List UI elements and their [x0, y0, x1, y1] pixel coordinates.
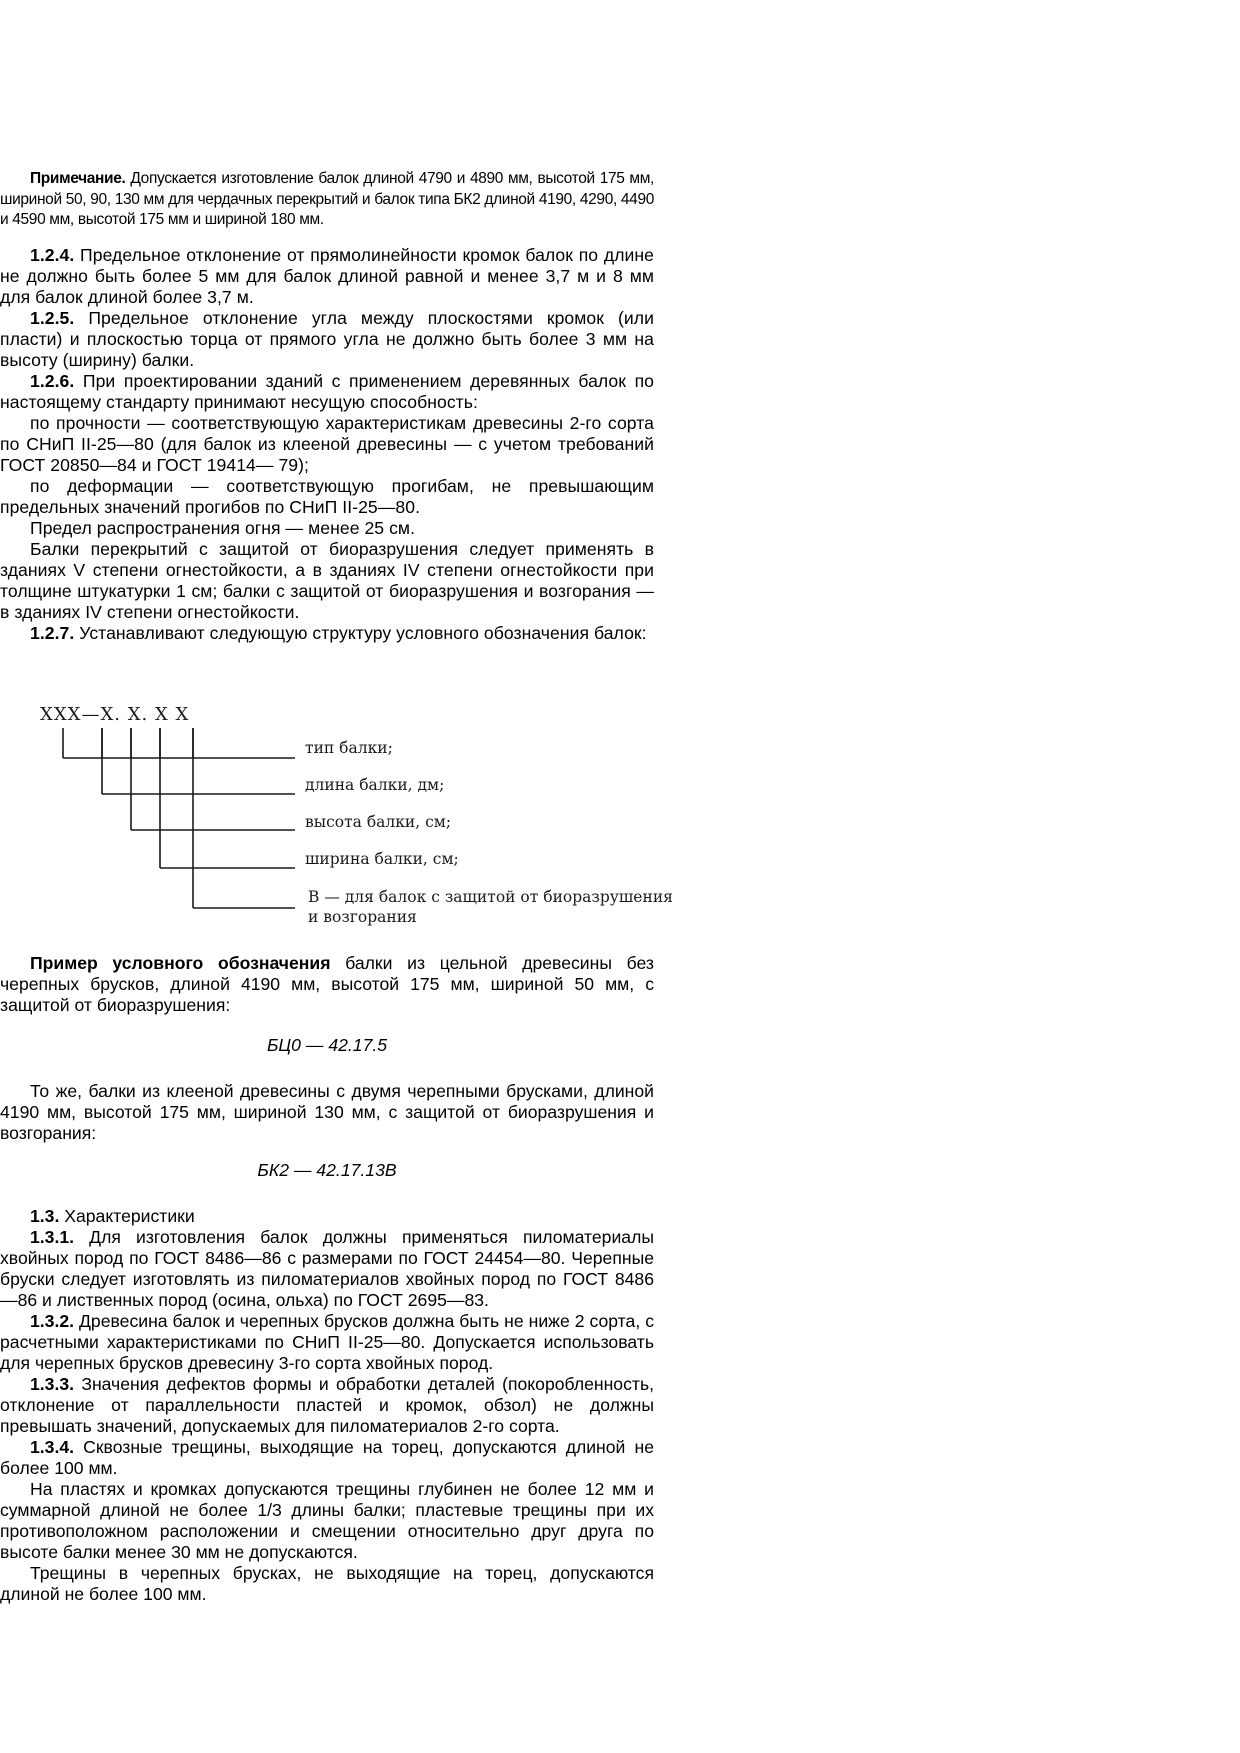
note-paragraph: [0, 169, 654, 231]
designation-structure-diagram: [30, 700, 680, 930]
diagram-label-width: ширина балки, см;: [305, 850, 459, 868]
paragraph-text: Значения дефектов формы и обработки деталей (покоробленность, отклонение от параллельности пластей и кромок, обзол) не должны превышать значений, допускаемых для пиломатериалов 2-го сорта.: [0, 1374, 654, 1436]
paragraph-text: Балки перекрытий с защитой от биоразрушения следует применять в зданиях V степени огнестойкости, а в зданиях IV степени огнестойкости при толщине штукатурки 1 см; балки с защитой от биоразрушения и возгорания — в зданиях IV степени огнестойкости.: [0, 539, 654, 622]
paragraph-1-3-2: [0, 1311, 654, 1374]
example-1-bold: Пример условного обозначения: [30, 953, 331, 973]
paragraph-number: 1.3.2.: [30, 1311, 75, 1331]
example-1-body: балки из цельной древесины без черепных брусков, длиной 4190 мм, высотой 175 мм, шириной 50 мм, с защитой от биоразрушения:: [0, 953, 654, 1015]
diagram-header: XXX—X. X. X X: [40, 704, 190, 725]
note-label: Примечание.: [30, 170, 126, 187]
example-designation-1: [0, 953, 654, 1016]
paragraph-strength: [0, 413, 654, 476]
paragraph-number: 1.2.5.: [30, 308, 75, 328]
paragraph-1-3: [0, 1206, 654, 1227]
paragraph-number: 1.2.6.: [30, 371, 75, 391]
diagram-label-length: длина балки, дм;: [305, 776, 445, 794]
note-text: Допускается изготовление балок длиной 4790 и 4890 мм, высотой 175 мм, шириной 50, 90, 130 мм для чердачных перекрытий и балок типа БК2 длиной 4190, 4290, 4490 и 4590 мм, высотой 175 мм и шириной 180 мм.: [0, 170, 654, 228]
paragraph-text: Предел распространения огня — менее 25 см.: [30, 518, 416, 538]
paragraph-number: 1.3.1.: [30, 1227, 75, 1247]
paragraph-number: 1.2.4.: [30, 245, 75, 265]
diagram-label-type: тип балки;: [305, 739, 393, 757]
paragraph-deformation: [0, 476, 654, 518]
paragraph-text: Древесина балок и черепных брусков должна быть не ниже 2 сорта, с расчетными характеристиками по СНиП II-25—80. Допускается использовать для черепных брусков древесину 3-го сорта хвойных пород.: [0, 1311, 654, 1373]
paragraph-cracks-bars: [0, 1563, 654, 1605]
paragraph-text: Трещины в черепных брусках, не выходящие на торец, допускаются длиной не более 100 мм.: [0, 1563, 654, 1604]
paragraph-cracks-surfaces: [0, 1479, 654, 1563]
paragraph-text: При проектировании зданий с применением деревянных балок по настоящему стандарту принимают несущую способность:: [0, 371, 654, 412]
paragraph-number: 1.3.3.: [30, 1374, 75, 1394]
diagram-label-protection: В — для балок с защитой от биоразрушения: [308, 888, 673, 906]
paragraph-text: по прочности — соответствующую характеристикам древесины 2-го сорта по СНиП II-25—80 (для балок из клееной древесины — с учетом требований ГОСТ 20850—84 и ГОСТ 19414— 79);: [0, 413, 654, 475]
paragraph-text: Предельное отклонение угла между плоскостями кромок (или пласти) и плоскостью торца от прямого угла не должно быть более 3 мм на высоту (ширину) балки.: [0, 308, 654, 370]
paragraph-number: 1.3.: [30, 1206, 60, 1226]
paragraph-1-2-5: [0, 308, 654, 371]
paragraph-1-3-4: [0, 1437, 654, 1479]
paragraph-1-2-6: [0, 371, 654, 413]
example-designation-2: [0, 1081, 654, 1144]
paragraph-text: по деформации — соответствующую прогибам, не превышающим предельных значений прогибов по СНиП II-25—80.: [0, 476, 654, 517]
paragraph-1-2-7: [0, 623, 654, 644]
paragraph-text: Для изготовления балок должны применяться пиломатериалы хвойных пород по ГОСТ 8486—86 с размерами по ГОСТ 24454—80. Черепные бруски следует изготовлять из пиломатериалов хвойных пород по ГОСТ 8486—86 и лиственных пород (осина, ольха) по ГОСТ 2695—83.: [0, 1227, 654, 1310]
example-2-text: То же, балки из клееной древесины с двумя черепными брусками, длиной 4190 мм, высотой 175 мм, шириной 130 мм, с защитой от биоразрушения и возгорания:: [0, 1081, 654, 1143]
paragraph-text: Предельное отклонение от прямолинейности кромок балок по длине не должно быть более 5 мм для балок длиной равной и менее 3,7 м и 8 мм для балок длиной более 3,7 м.: [0, 245, 654, 307]
paragraph-number: 1.2.7.: [30, 623, 75, 643]
paragraph-text: Устанавливают следующую структуру условного обозначения балок:: [74, 623, 647, 643]
diagram-label-protection-cont: и возгорания: [308, 908, 417, 926]
paragraph-1-2-4: [0, 245, 654, 308]
paragraph-1-3-1: [0, 1227, 654, 1311]
formula-2: БК2 — 42.17.13В: [257, 1160, 397, 1180]
designation-diagram-svg: [30, 700, 680, 930]
section-1-2-text: [0, 245, 654, 644]
paragraph-text: На пластях и кромках допускаются трещины глубинен не более 12 мм и суммарной длиной не более 1/3 длины балки; пластевые трещины при их противоположном расположении и смещении относительно друг друга по высоте балки менее 30 мм не допускаются.: [0, 1479, 654, 1562]
paragraph-number: 1.3.4.: [30, 1437, 75, 1457]
paragraph-1-3-3: [0, 1374, 654, 1437]
section-1-3-text: [0, 1206, 654, 1605]
example-1-text: [0, 953, 654, 1016]
paragraph-text: Сквозные трещины, выходящие на торец, допускаются длиной не более 100 мм.: [0, 1437, 654, 1478]
paragraph-bioprotection: [0, 539, 654, 623]
formula-1: БЦ0 — 42.17.5: [266, 1035, 388, 1055]
paragraph-fire-spread: [0, 518, 654, 539]
diagram-lines: [63, 728, 295, 908]
paragraph-text: Характеристики: [59, 1206, 195, 1226]
diagram-label-height: высота балки, см;: [305, 813, 452, 831]
